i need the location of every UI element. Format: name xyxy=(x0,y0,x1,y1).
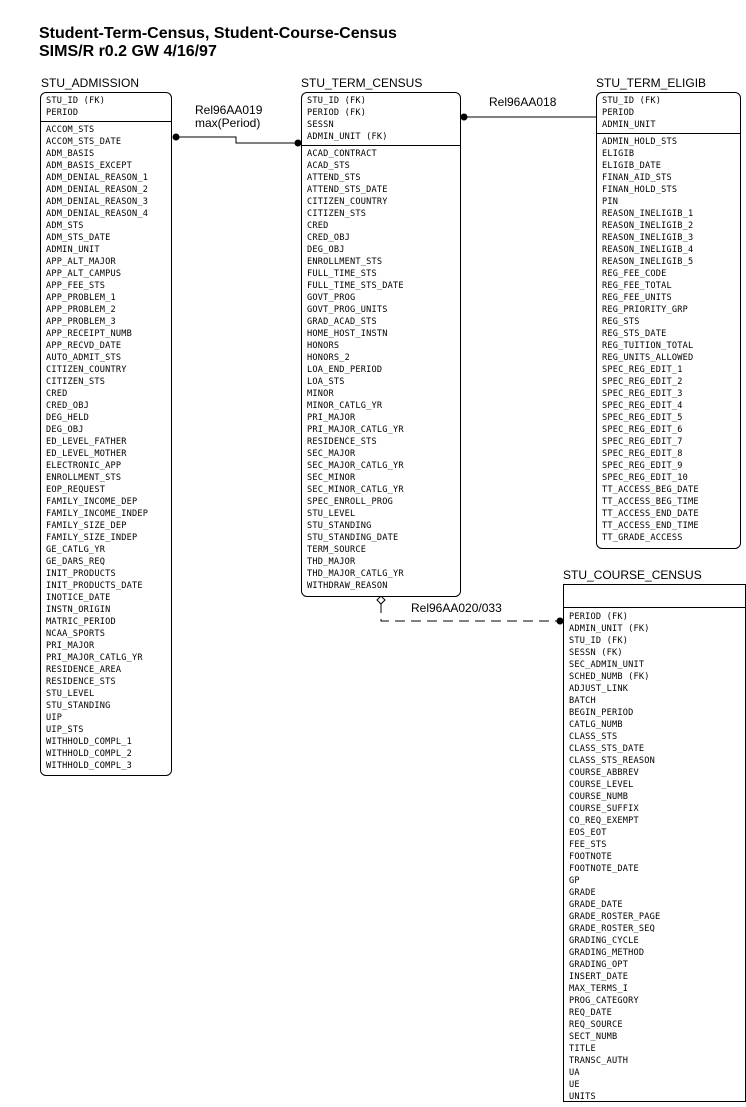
attribute-row: ADM_DENIAL_REASON_4 xyxy=(46,209,149,219)
attribute-row: PRI_MAJOR_CATLG_YR xyxy=(46,653,143,663)
key-attribute: SESSN xyxy=(307,120,334,130)
key-attribute: PERIOD xyxy=(602,108,635,118)
stu-term-eligib-keys xyxy=(597,93,740,134)
attribute-row: UIP_STS xyxy=(46,725,84,735)
attribute-row: ACAD_CONTRACT xyxy=(307,149,377,159)
attribute-row: TITLE xyxy=(569,1044,596,1054)
attribute-row: WITHHOLD_COMPL_3 xyxy=(46,761,132,771)
attribute-row: SEC_MAJOR xyxy=(307,449,356,459)
attribute-row: ATTEND_STS_DATE xyxy=(307,185,388,195)
attribute-row: FINAN_AID_STS xyxy=(602,173,672,183)
attribute-row: PROG_CATEGORY xyxy=(569,996,639,1006)
attribute-row: ADM_BASIS xyxy=(46,149,95,159)
attribute-row: CRED_OBJ xyxy=(307,233,350,243)
attribute-row: UNITS xyxy=(569,1092,596,1102)
attribute-row: APP_PROBLEM_3 xyxy=(46,317,116,327)
attribute-row: COURSE_SUFFIX xyxy=(569,804,639,814)
attribute-row: SPEC_REG_EDIT_2 xyxy=(602,377,683,387)
attribute-row: MAX_TERMS_I xyxy=(569,984,629,994)
attribute-row: ADM_DENIAL_REASON_2 xyxy=(46,185,149,195)
attribute-row: SPEC_REG_EDIT_4 xyxy=(602,401,683,411)
attribute-row: CLASS_STS xyxy=(569,732,618,742)
stu-course-census-attributes xyxy=(564,608,745,1103)
attribute-row: HONORS_2 xyxy=(307,353,350,363)
rel018-label: Rel96AA018 xyxy=(489,95,557,109)
attribute-row: TT_ACCESS_END_TIME xyxy=(602,521,699,531)
attribute-row: GP xyxy=(569,876,580,886)
attribute-row: FAMILY_INCOME_DEP xyxy=(46,497,138,507)
attribute-row: SPEC_REG_EDIT_7 xyxy=(602,437,683,447)
attribute-row: NCAA_SPORTS xyxy=(46,629,106,639)
attribute-row: SEC_MINOR_CATLG_YR xyxy=(307,485,404,495)
attribute-row: COURSE_NUMB xyxy=(569,792,629,802)
attribute-row: TERM_SOURCE xyxy=(307,545,367,555)
attribute-row: CITIZEN_COUNTRY xyxy=(307,197,388,207)
stu-course-census-name: STU_COURSE_CENSUS xyxy=(563,568,702,582)
attribute-row: CATLG_NUMB xyxy=(569,720,623,730)
attribute-row: EOP_REQUEST xyxy=(46,485,106,495)
attribute-row: STU_LEVEL xyxy=(307,509,356,519)
attribute-row: REASON_INELIGIB_2 xyxy=(602,221,694,231)
attribute-row: WITHHOLD_COMPL_1 xyxy=(46,737,132,747)
attribute-row: FINAN_HOLD_STS xyxy=(602,185,678,195)
attribute-row: BEGIN_PERIOD xyxy=(569,708,634,718)
key-attribute: STU_ID (FK) xyxy=(602,96,662,106)
attribute-row: ELIGIB_DATE xyxy=(602,161,662,171)
stu-term-eligib-attributes xyxy=(597,134,740,544)
key-attribute: PERIOD (FK) xyxy=(307,108,367,118)
rel019-line xyxy=(176,137,300,143)
attribute-row: REG_UNITS_ALLOWED xyxy=(602,353,694,363)
attribute-row: SPEC_REG_EDIT_6 xyxy=(602,425,683,435)
attribute-row: GE_DARS_REQ xyxy=(46,557,106,567)
attribute-row: GRADE_ROSTER_PAGE xyxy=(569,912,661,922)
attribute-row: STU_ID (FK) xyxy=(569,636,629,646)
attribute-row: GRADING_METHOD xyxy=(569,948,645,958)
attribute-row: MINOR_CATLG_YR xyxy=(307,401,383,411)
attribute-row: STU_STANDING xyxy=(307,521,372,531)
attribute-row: REG_FEE_TOTAL xyxy=(602,281,672,291)
attribute-row: PIN xyxy=(602,197,619,207)
attribute-row: CRED xyxy=(46,389,68,399)
attribute-row: FEE_STS xyxy=(569,840,607,850)
attribute-row: PERIOD (FK) xyxy=(569,612,629,622)
attribute-row: ELIGIB xyxy=(602,149,635,159)
attribute-row: INSERT_DATE xyxy=(569,972,629,982)
attribute-row: GRAD_ACAD_STS xyxy=(307,317,377,327)
attribute-row: SPEC_REG_EDIT_9 xyxy=(602,461,683,471)
attribute-row: GRADE_DATE xyxy=(569,900,623,910)
attribute-row: INOTICE_DATE xyxy=(46,593,111,603)
attribute-row: SPEC_REG_EDIT_8 xyxy=(602,449,683,459)
attribute-row: TT_ACCESS_BEG_TIME xyxy=(602,497,699,507)
attribute-row: THD_MAJOR xyxy=(307,557,356,567)
attribute-row: RESIDENCE_STS xyxy=(46,677,116,687)
attribute-row: REG_PRIORITY_GRP xyxy=(602,305,688,315)
attribute-row: CLASS_STS_DATE xyxy=(569,744,645,754)
stu-term-eligib-entity xyxy=(596,92,741,549)
stu-term-eligib-name: STU_TERM_ELIGIB xyxy=(596,76,707,90)
attribute-row: APP_ALT_CAMPUS xyxy=(46,269,122,279)
attribute-row: SCHED_NUMB (FK) xyxy=(569,672,650,682)
attribute-row: ADM_DENIAL_REASON_3 xyxy=(46,197,149,207)
attribute-row: UE xyxy=(569,1080,580,1090)
rel018-child-dot xyxy=(461,114,468,121)
attribute-row: FAMILY_SIZE_DEP xyxy=(46,521,127,531)
attribute-row: ED_LEVEL_MOTHER xyxy=(46,449,127,459)
attribute-row: SPEC_ENROLL_PROG xyxy=(307,497,393,507)
attribute-row: ADMIN_HOLD_STS xyxy=(602,137,678,147)
attribute-row: ADJUST_LINK xyxy=(569,684,629,694)
attribute-row: GOVT_PROG xyxy=(307,293,356,303)
attribute-row: CLASS_STS_REASON xyxy=(569,756,655,766)
attribute-row: REG_FEE_UNITS xyxy=(602,293,672,303)
attribute-row: CITIZEN_STS xyxy=(46,377,106,387)
attribute-row: SPEC_REG_EDIT_1 xyxy=(602,365,683,375)
stu-admission-keys xyxy=(41,93,171,122)
attribute-row: SEC_MINOR xyxy=(307,473,356,483)
attribute-row: MATRIC_PERIOD xyxy=(46,617,116,627)
rel020-diamond-icon xyxy=(377,596,385,604)
stu-admission-name: STU_ADMISSION xyxy=(41,76,140,90)
attribute-row: SPEC_REG_EDIT_3 xyxy=(602,389,683,399)
attribute-row: FOOTNOTE xyxy=(569,852,612,862)
attribute-row: FOOTNOTE_DATE xyxy=(569,864,639,874)
attribute-row: ELECTRONIC_APP xyxy=(46,461,122,471)
attribute-row: ADM_STS_DATE xyxy=(46,233,111,243)
attribute-row: THD_MAJOR_CATLG_YR xyxy=(307,569,404,579)
attribute-row: GRADING_CYCLE xyxy=(569,936,639,946)
attribute-row: FAMILY_INCOME_INDEP xyxy=(46,509,149,519)
attribute-row: CRED_OBJ xyxy=(46,401,89,411)
attribute-row: INIT_PRODUCTS_DATE xyxy=(46,581,143,591)
attribute-row: GRADE xyxy=(569,888,596,898)
attribute-row: REASON_INELIGIB_5 xyxy=(602,257,694,267)
attribute-row: TT_GRADE_ACCESS xyxy=(602,533,683,543)
attribute-row: REG_STS_DATE xyxy=(602,329,667,339)
attribute-row: ENROLLMENT_STS xyxy=(307,257,383,267)
attribute-row: PRI_MAJOR xyxy=(46,641,95,651)
diagram-title: Student-Term-Census, Student-Course-Census xyxy=(39,25,397,42)
stu-course-census-entity xyxy=(563,584,746,1102)
stu-admission-entity xyxy=(40,92,172,776)
attribute-row: ENROLLMENT_STS xyxy=(46,473,122,483)
attribute-row: RESIDENCE_STS xyxy=(307,437,377,447)
attribute-row: MINOR xyxy=(307,389,334,399)
attribute-row: STU_STANDING_DATE xyxy=(307,533,399,543)
attribute-row: COURSE_LEVEL xyxy=(569,780,634,790)
attribute-row: SPEC_REG_EDIT_5 xyxy=(602,413,683,423)
attribute-row: PRI_MAJOR_CATLG_YR xyxy=(307,425,404,435)
attribute-row: SPEC_REG_EDIT_10 xyxy=(602,473,688,483)
rel019-label: Rel96AA019 xyxy=(195,103,263,117)
attribute-row: CRED xyxy=(307,221,329,231)
attribute-row: ADMIN_UNIT xyxy=(46,245,100,255)
attribute-row: COURSE_ABBREV xyxy=(569,768,639,778)
attribute-row: GOVT_PROG_UNITS xyxy=(307,305,388,315)
attribute-row: GE_CATLG_YR xyxy=(46,545,106,555)
attribute-row: ACAD_STS xyxy=(307,161,350,171)
attribute-row: ADM_DENIAL_REASON_1 xyxy=(46,173,149,183)
key-attribute: ADMIN_UNIT (FK) xyxy=(307,132,388,142)
attribute-row: CO_REQ_EXEMPT xyxy=(569,816,639,826)
attribute-row: APP_PROBLEM_1 xyxy=(46,293,116,303)
attribute-row: INIT_PRODUCTS xyxy=(46,569,116,579)
attribute-row: ED_LEVEL_FATHER xyxy=(46,437,127,447)
attribute-row: DEG_OBJ xyxy=(46,425,84,435)
attribute-row: ADMIN_UNIT (FK) xyxy=(569,624,650,634)
attribute-row: STU_STANDING xyxy=(46,701,111,711)
attribute-row: ACCOM_STS_DATE xyxy=(46,137,122,147)
attribute-row: APP_ALT_MAJOR xyxy=(46,257,116,267)
attribute-row: SECT_NUMB xyxy=(569,1032,618,1042)
attribute-row: ADM_STS xyxy=(46,221,84,231)
key-attribute: ADMIN_UNIT xyxy=(602,120,656,130)
attribute-row: STU_LEVEL xyxy=(46,689,95,699)
attribute-row: AUTO_ADMIT_STS xyxy=(46,353,122,363)
attribute-row: FULL_TIME_STS_DATE xyxy=(307,281,404,291)
attribute-row: WITHDRAW_REASON xyxy=(307,581,388,591)
attribute-row: UIP xyxy=(46,713,63,723)
attribute-row: PRI_MAJOR xyxy=(307,413,356,423)
stu-course-census-keys xyxy=(564,585,745,608)
attribute-row: GRADE_ROSTER_SEQ xyxy=(569,924,655,934)
attribute-row: HONORS xyxy=(307,341,340,351)
attribute-row: CITIZEN_STS xyxy=(307,209,367,219)
attribute-row: TT_ACCESS_END_DATE xyxy=(602,509,699,519)
attribute-row: SEC_ADMIN_UNIT xyxy=(569,660,645,670)
stu-term-census-keys xyxy=(302,93,460,146)
attribute-row: APP_PROBLEM_2 xyxy=(46,305,116,315)
diagram-subtitle: SIMS/R r0.2 GW 4/16/97 xyxy=(39,43,217,60)
attribute-row: FAMILY_SIZE_INDEP xyxy=(46,533,138,543)
stu-term-census-attributes xyxy=(302,146,460,592)
attribute-row: TRANSC_AUTH xyxy=(569,1056,629,1066)
attribute-row: APP_RECVD_DATE xyxy=(46,341,122,351)
attribute-row: ATTEND_STS xyxy=(307,173,361,183)
attribute-row: REASON_INELIGIB_3 xyxy=(602,233,694,243)
attribute-row: HOME_HOST_INSTN xyxy=(307,329,388,339)
attribute-row: GRADING_OPT xyxy=(569,960,629,970)
attribute-row: BATCH xyxy=(569,696,596,706)
attribute-row: ACCOM_STS xyxy=(46,125,95,135)
key-attribute: STU_ID (FK) xyxy=(307,96,367,106)
attribute-row: REG_FEE_CODE xyxy=(602,269,667,279)
attribute-row: SESSN (FK) xyxy=(569,648,623,658)
attribute-row: CITIZEN_COUNTRY xyxy=(46,365,127,375)
stu-term-census-entity xyxy=(301,92,461,597)
stu-term-census-name: STU_TERM_CENSUS xyxy=(301,76,423,90)
key-attribute: STU_ID (FK) xyxy=(46,96,106,106)
attribute-row: LOA_END_PERIOD xyxy=(307,365,383,375)
attribute-row: SEC_MAJOR_CATLG_YR xyxy=(307,461,404,471)
attribute-row: WITHHOLD_COMPL_2 xyxy=(46,749,132,759)
attribute-row: REG_TUITION_TOTAL xyxy=(602,341,694,351)
attribute-row: APP_RECEIPT_NUMB xyxy=(46,329,132,339)
attribute-row: REASON_INELIGIB_1 xyxy=(602,209,694,219)
attribute-row: INSTN_ORIGIN xyxy=(46,605,111,615)
attribute-row: ADM_BASIS_EXCEPT xyxy=(46,161,132,171)
stu-admission-attributes xyxy=(41,122,171,772)
attribute-row: APP_FEE_STS xyxy=(46,281,106,291)
rel019-endpoint-dot xyxy=(173,134,180,141)
attribute-row: RESIDENCE_AREA xyxy=(46,665,122,675)
attribute-row: DEG_HELD xyxy=(46,413,89,423)
rel019-note: max(Period) xyxy=(195,116,261,130)
attribute-row: FULL_TIME_STS xyxy=(307,269,377,279)
attribute-row: REG_STS xyxy=(602,317,640,327)
attribute-row: REQ_DATE xyxy=(569,1008,612,1018)
attribute-row: UA xyxy=(569,1068,580,1078)
attribute-row: REASON_INELIGIB_4 xyxy=(602,245,694,255)
rel020-label: Rel96AA020/033 xyxy=(411,601,502,615)
attribute-row: REQ_SOURCE xyxy=(569,1020,623,1030)
attribute-row: DEG_OBJ xyxy=(307,245,345,255)
attribute-row: LOA_STS xyxy=(307,377,345,387)
attribute-row: EOS_EOT xyxy=(569,828,607,838)
key-attribute: PERIOD xyxy=(46,108,79,118)
attribute-row: TT_ACCESS_BEG_DATE xyxy=(602,485,699,495)
